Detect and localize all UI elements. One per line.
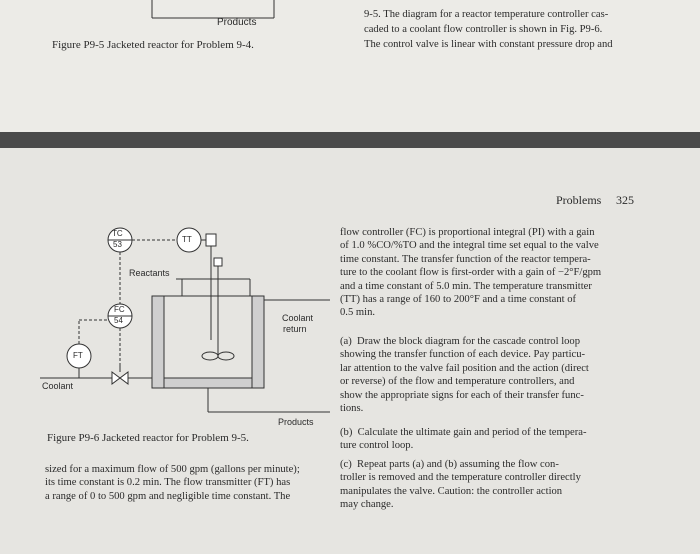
tc-label: TC — [112, 229, 123, 238]
jacket-left — [152, 296, 164, 388]
figure-p9-5-caption: Figure P9-5 Jacketed reactor for Problem 9-4. — [52, 39, 254, 51]
tt-well — [206, 234, 216, 246]
problem-9-5-line-2: caded to a coolant flow controller is shown in Fig. P9-6. — [364, 24, 603, 35]
part-b-text: (b) Calculate the ultimate gain and period of the tempera- ture control loop. — [340, 427, 587, 452]
products-label-top: Products — [217, 17, 257, 28]
part-c-text: (c) Repeat parts (a) and (b) assuming the flow con- troller is removed and the temperature controller directly manipulates the valve. Caution: the controller action may change. — [340, 459, 581, 511]
problem-9-5-line-3: The control valve is linear with constant pressure drop and — [364, 39, 613, 50]
impeller-right — [218, 352, 234, 360]
coolant-return-label-2: return — [283, 324, 307, 334]
left-column-text: sized for a maximum flow of 500 gpm (gallons per minute); its time constant is 0.2 min. The flow transmitter (FT) has a range of 0 to 500 gpm and negligible time constant. The — [45, 464, 300, 502]
jacket-right — [252, 296, 264, 388]
reactants-label: Reactants — [129, 268, 170, 278]
tt-label: TT — [182, 235, 192, 244]
jacket-bottom — [164, 378, 252, 388]
problem-9-5-line-1: 9-5. The diagram for a reactor temperature controller cas- — [364, 9, 609, 20]
right-intro-text: flow controller (FC) is proportional integral (PI) with a gain of 1.0 %CO/%TO and the integral time set equal to the valve time constant. The transfer function of the reactor tempera- ture to the coolant flow is first-order with a gain of −2°F/gpm and a time constant of 5.0 min. The temperature transmitter (TT) has a range of 160 to 200°F and a time constant of 0.5 min. — [340, 227, 602, 319]
tc-number: 53 — [113, 240, 122, 249]
control-valve — [112, 372, 128, 384]
page-number: 325 — [616, 193, 634, 207]
coolant-return-label-1: Coolant — [282, 313, 314, 323]
fc-label: FC — [114, 305, 125, 314]
agitator-motor — [214, 258, 222, 266]
ft-label: FT — [73, 351, 83, 360]
fc-number: 54 — [114, 316, 123, 325]
running-head: Problems — [556, 193, 602, 207]
impeller-left — [202, 352, 218, 360]
part-a-text: (a) Draw the block diagram for the cascade control loop showing the transfer function of each device. Pay particu- lar attention to the valve fail position and the action (direct or reverse) of the flow and temperature controllers, and show the appropriate signs for each of their transfer func- tions. — [340, 336, 589, 415]
reactor-vessel — [152, 296, 264, 388]
products-outlet-label: Products — [278, 417, 314, 427]
figure-p9-6-caption: Figure P9-6 Jacketed reactor for Problem 9-5. — [47, 432, 249, 444]
coolant-inlet-label: Coolant — [42, 381, 74, 391]
